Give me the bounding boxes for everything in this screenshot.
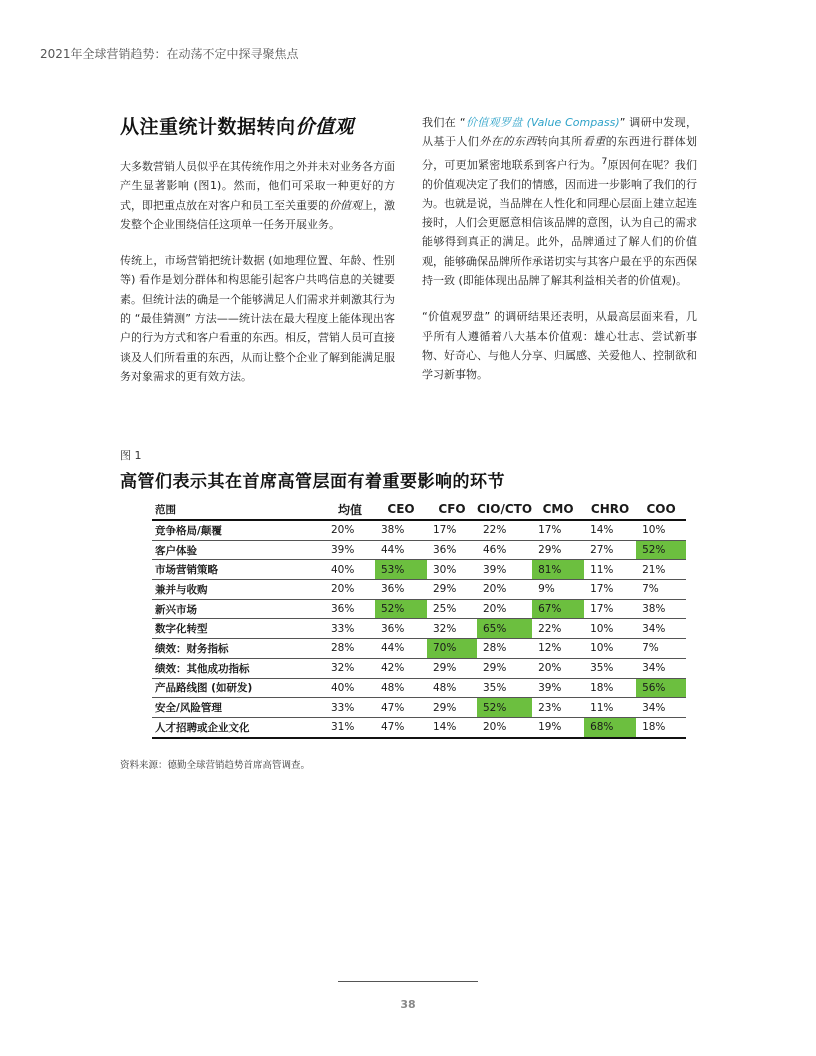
table-cell: 18% bbox=[584, 678, 636, 698]
table-cell: 17% bbox=[584, 580, 636, 600]
table-row bbox=[152, 698, 686, 718]
table-cell: 56% bbox=[636, 678, 686, 698]
table-body bbox=[152, 520, 686, 738]
row-label: 人才招聘或企业文化 bbox=[152, 717, 325, 737]
table-cell: 35% bbox=[584, 658, 636, 678]
table-cell: 39% bbox=[532, 678, 584, 698]
column-header: CIO/CTO bbox=[477, 499, 532, 520]
figure-title: 高管们表示其在首席高管层面有着重要影响的环节 bbox=[120, 472, 505, 492]
column-header: 范围 bbox=[152, 499, 325, 520]
table-cell: 20% bbox=[477, 599, 532, 619]
table-cell: 36% bbox=[325, 599, 375, 619]
table-row bbox=[152, 717, 686, 737]
row-label: 绩效：财务指标 bbox=[152, 639, 325, 659]
table-cell: 29% bbox=[532, 540, 584, 560]
table-cell: 20% bbox=[325, 520, 375, 540]
table-cell: 32% bbox=[427, 619, 477, 639]
table-cell: 36% bbox=[427, 540, 477, 560]
table-row bbox=[152, 639, 686, 659]
table-cell: 30% bbox=[427, 560, 477, 580]
table-cell: 28% bbox=[477, 639, 532, 659]
row-label: 产品路线图 (如研发) bbox=[152, 678, 325, 698]
table-row bbox=[152, 658, 686, 678]
column-header: CFO bbox=[427, 499, 477, 520]
table-cell: 20% bbox=[532, 658, 584, 678]
row-label: 市场营销策略 bbox=[152, 560, 325, 580]
table-cell: 19% bbox=[532, 717, 584, 737]
table-cell: 29% bbox=[427, 580, 477, 600]
table-cell: 39% bbox=[325, 540, 375, 560]
paragraph-1: 大多数营销人员似乎在其传统作用之外并未对业务各方面产生显著影响 (图1)。然而，他们可采取一种更好的方式，即把重点放在对客户和员工至关重要的价值观上，激发整个企业围绕信任这项单一任务开展业务。 bbox=[120, 160, 395, 231]
table-cell: 21% bbox=[636, 560, 686, 580]
table-cell: 11% bbox=[584, 560, 636, 580]
column-header: CHRO bbox=[584, 499, 636, 520]
running-header: 2021年全球营销趋势：在动荡不定中探寻聚焦点 bbox=[40, 47, 299, 61]
table-cell: 34% bbox=[636, 619, 686, 639]
table-cell: 39% bbox=[477, 560, 532, 580]
table-cell: 29% bbox=[477, 658, 532, 678]
table-header-row bbox=[152, 499, 686, 520]
paragraph-4: “价值观罗盘” 的调研结果还表明，从最高层面来看，几乎所有人遵循着八大基本价值观：雄心壮志、尝试新事物、好奇心、与他人分享、归属感、关爱他人、控制欲和学习新事物。 bbox=[422, 310, 697, 382]
column-header: 均值 bbox=[325, 499, 375, 520]
table-cell: 34% bbox=[636, 658, 686, 678]
table-cell: 44% bbox=[375, 540, 427, 560]
influence-table bbox=[152, 499, 686, 739]
table-cell: 44% bbox=[375, 639, 427, 659]
table-cell: 20% bbox=[325, 580, 375, 600]
table-cell: 17% bbox=[584, 599, 636, 619]
table-cell: 29% bbox=[427, 658, 477, 678]
page-number: 38 bbox=[400, 998, 416, 1011]
table-cell: 9% bbox=[532, 580, 584, 600]
table-cell: 22% bbox=[532, 619, 584, 639]
table-cell: 70% bbox=[427, 639, 477, 659]
section-title: 从注重统计数据转向价值观 bbox=[120, 116, 355, 138]
table-cell: 52% bbox=[375, 599, 427, 619]
table-cell: 33% bbox=[325, 619, 375, 639]
table-cell: 22% bbox=[477, 520, 532, 540]
value-compass-link[interactable]: 价值观罗盘 (Value Compass) bbox=[465, 116, 620, 129]
table-row bbox=[152, 560, 686, 580]
table-cell: 29% bbox=[427, 698, 477, 718]
table-cell: 20% bbox=[477, 580, 532, 600]
table-cell: 46% bbox=[477, 540, 532, 560]
column-header: COO bbox=[636, 499, 686, 520]
table-cell: 36% bbox=[375, 580, 427, 600]
source-note: 资料来源：德勤全球营销趋势首席高管调查。 bbox=[120, 760, 311, 771]
table-cell: 10% bbox=[636, 520, 686, 540]
footnote-ref[interactable]: 7 bbox=[601, 155, 608, 167]
table-cell: 11% bbox=[584, 698, 636, 718]
table-cell: 48% bbox=[427, 678, 477, 698]
table-cell: 33% bbox=[325, 698, 375, 718]
table-cell: 38% bbox=[636, 599, 686, 619]
table-cell: 48% bbox=[375, 678, 427, 698]
table-cell: 81% bbox=[532, 560, 584, 580]
table-cell: 36% bbox=[375, 619, 427, 639]
table-cell: 68% bbox=[584, 717, 636, 737]
table-cell: 42% bbox=[375, 658, 427, 678]
paragraph-3: 我们在 “价值观罗盘 (Value Compass)” 调研中发现，从基于人们外在的东西转向其所看重的东西进行群体划分，可更加紧密地联系到客户行为。$^7$原因何在呢？我们的价值观决定了我们的情感，因而进一步影响了我们的行为。也就是说，当品牌在人性化和同理心层面上建立起连接时，人们会更愿意相信该品牌的意图，认为自己的需求能够得到真正的满足。此外，品牌通过了解人们的价值观，能够确保品牌所作承诺切实与其客户最在乎的东西保持一致 (即能体现出品牌了解其利益相关者的价值观)。 bbox=[422, 116, 698, 288]
table-cell: 52% bbox=[477, 698, 532, 718]
row-label: 数字化转型 bbox=[152, 619, 325, 639]
table-row bbox=[152, 619, 686, 639]
table-cell: 38% bbox=[375, 520, 427, 540]
table-cell: 10% bbox=[584, 619, 636, 639]
table-row bbox=[152, 599, 686, 619]
table-cell: 40% bbox=[325, 678, 375, 698]
table-cell: 25% bbox=[427, 599, 477, 619]
table-row bbox=[152, 678, 686, 698]
table-cell: 52% bbox=[636, 540, 686, 560]
table-cell: 17% bbox=[427, 520, 477, 540]
table-cell: 27% bbox=[584, 540, 636, 560]
table-cell: 65% bbox=[477, 619, 532, 639]
table-cell: 53% bbox=[375, 560, 427, 580]
row-label: 安全/风险管理 bbox=[152, 698, 325, 718]
table-cell: 17% bbox=[532, 520, 584, 540]
table-cell: 20% bbox=[477, 717, 532, 737]
table-cell: 47% bbox=[375, 717, 427, 737]
table-cell: 47% bbox=[375, 698, 427, 718]
row-label: 新兴市场 bbox=[152, 599, 325, 619]
table-cell: 7% bbox=[636, 580, 686, 600]
right-column bbox=[422, 113, 697, 402]
table-cell: 32% bbox=[325, 658, 375, 678]
column-header: CMO bbox=[532, 499, 584, 520]
paragraph-2: 传统上，市场营销把统计数据 (如地理位置、年龄、性别等) 看作是划分群体和构思能引起客户共鸣信息的关键要素。但统计法的确是一个能够满足人们需求并刺激其行为的 “最佳猜测” 方法——统计法在最大程度上能体现出客户的行为方式和客户看重的东西。相反，营销人员可直接谈及人们所看重的东西，从而让整个企业了解到能满足服务对象需求的更有效方法。 bbox=[120, 254, 395, 383]
footer-divider bbox=[338, 981, 478, 982]
table-cell: 12% bbox=[532, 639, 584, 659]
row-label: 客户体验 bbox=[152, 540, 325, 560]
table-cell: 14% bbox=[584, 520, 636, 540]
table-cell: 23% bbox=[532, 698, 584, 718]
column-header: CEO bbox=[375, 499, 427, 520]
figure-label: 图 1 bbox=[120, 449, 142, 462]
row-label: 兼并与收购 bbox=[152, 580, 325, 600]
table-cell: 34% bbox=[636, 698, 686, 718]
table-cell: 67% bbox=[532, 599, 584, 619]
table-cell: 7% bbox=[636, 639, 686, 659]
table-cell: 31% bbox=[325, 717, 375, 737]
left-column bbox=[120, 112, 395, 403]
table-cell: 35% bbox=[477, 678, 532, 698]
row-label: 绩效：其他成功指标 bbox=[152, 658, 325, 678]
table-cell: 18% bbox=[636, 717, 686, 737]
table-cell: 28% bbox=[325, 639, 375, 659]
table-row bbox=[152, 520, 686, 540]
table-row bbox=[152, 580, 686, 600]
table-row bbox=[152, 540, 686, 560]
row-label: 竞争格局/颠覆 bbox=[152, 520, 325, 540]
table-cell: 14% bbox=[427, 717, 477, 737]
table-cell: 40% bbox=[325, 560, 375, 580]
table-cell: 10% bbox=[584, 639, 636, 659]
